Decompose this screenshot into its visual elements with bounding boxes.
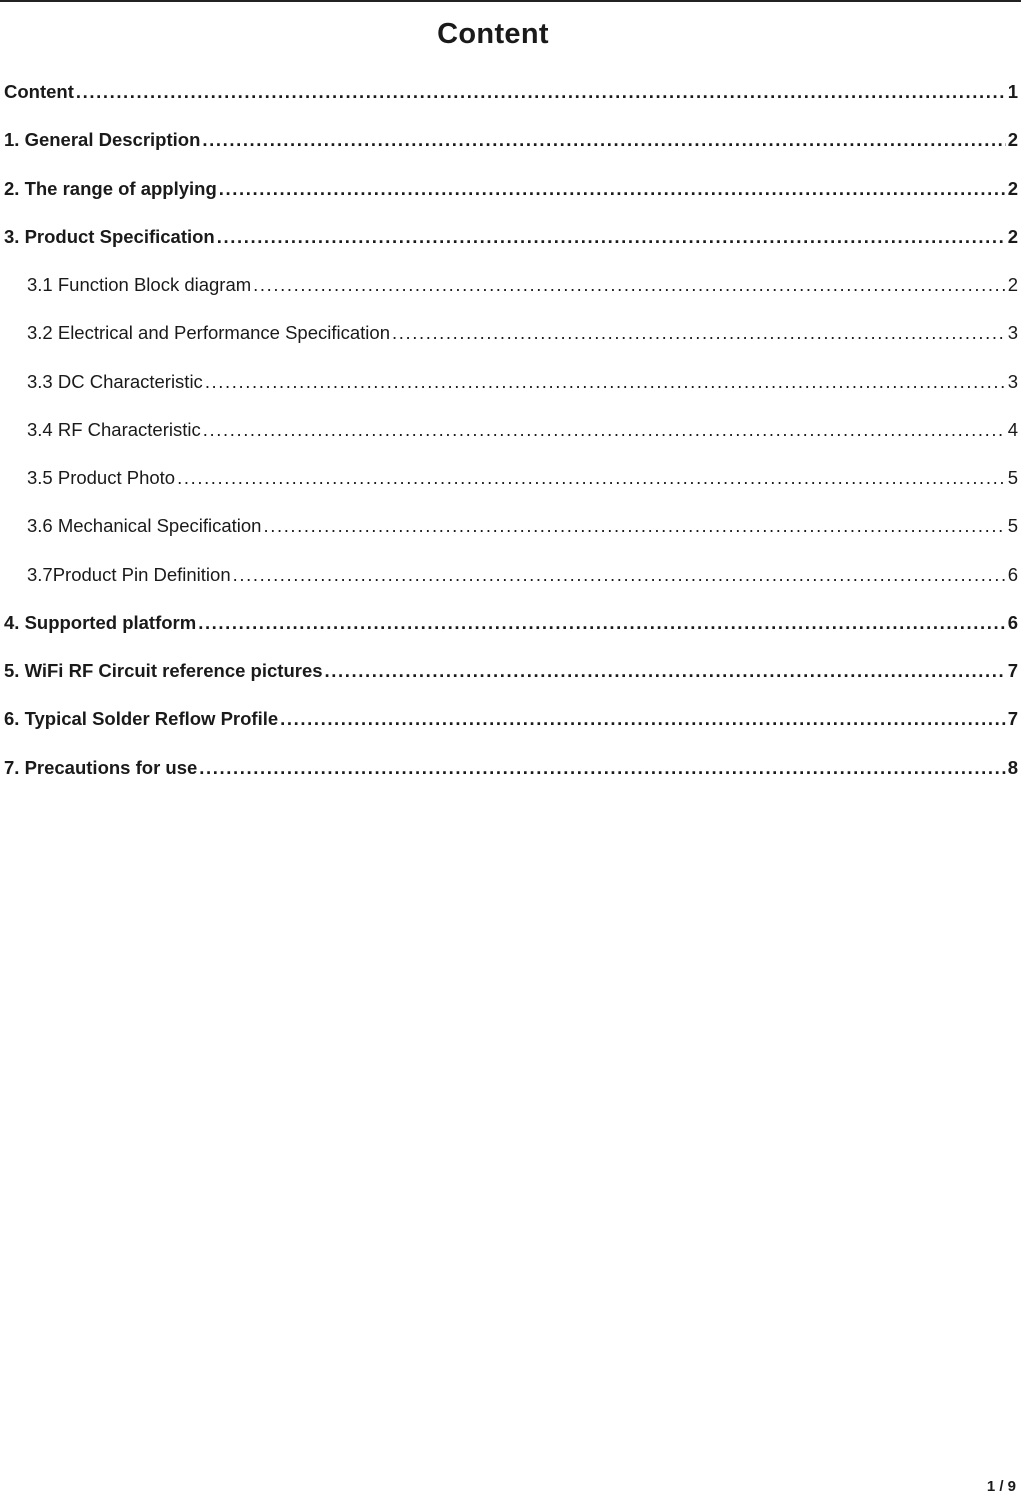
toc-entry-label: 1. General Description: [4, 129, 201, 151]
toc-leader-dots: [233, 564, 1006, 586]
toc-entry-label: 7. Precautions for use: [4, 756, 198, 778]
toc-leader-dots: [263, 515, 1005, 537]
toc-entry-page: 5: [1007, 515, 1018, 537]
toc-entry-label: 5. WiFi RF Circuit reference pictures: [4, 660, 323, 681]
toc-entry-page: 3: [1007, 370, 1018, 392]
toc-entry[interactable]: [0, 507, 1021, 555]
toc-entry-page: 2: [1007, 274, 1018, 295]
toc-entry-page: 2: [1007, 129, 1018, 151]
toc-entry-label: 3.6 Mechanical Specification: [27, 515, 262, 537]
toc-entry-label: 3.2 Electrical and Performance Specification: [27, 322, 390, 344]
toc-leader-dots: [76, 81, 1006, 103]
toc-leader-dots: [325, 660, 1006, 682]
toc-leader-dots: [177, 467, 1006, 489]
toc-entry[interactable]: [0, 314, 1021, 362]
toc-entry-label: 3.4 RF Characteristic: [27, 418, 201, 440]
toc-leader-dots: [217, 226, 1006, 248]
toc-entry-label: 3.7Product Pin Definition: [27, 563, 231, 585]
toc-entry-label: 3.1 Function Block diagram: [27, 274, 252, 295]
toc-entry[interactable]: [0, 556, 1021, 604]
toc-entry-label: 4. Supported platform: [4, 611, 197, 633]
toc-entry-page: 5: [1007, 467, 1018, 488]
toc-entry-label: 6. Typical Solder Reflow Profile: [4, 708, 279, 730]
toc-entry-page: 2: [1007, 225, 1018, 247]
toc-entry[interactable]: [0, 266, 1021, 314]
toc-entry[interactable]: [0, 604, 1021, 652]
toc-entry[interactable]: [0, 700, 1021, 748]
toc-entry[interactable]: [0, 749, 1021, 797]
toc-entry-page: 4: [1007, 418, 1018, 440]
toc-entry[interactable]: [0, 73, 1021, 121]
toc-entry[interactable]: [0, 170, 1021, 218]
toc-entry-page: 7: [1007, 660, 1018, 681]
toc-entry[interactable]: [0, 363, 1021, 411]
toc-leader-dots: [219, 178, 1006, 200]
toc-entry-page: 2: [1007, 177, 1018, 199]
toc-entry-page: 6: [1007, 563, 1018, 585]
toc-entry-page: 8: [1007, 756, 1018, 778]
toc-entry-page: 1: [1007, 81, 1018, 102]
toc-entry[interactable]: [0, 459, 1021, 507]
page-title: Content: [437, 18, 549, 50]
toc-entry[interactable]: [0, 218, 1021, 266]
toc-entry-page: 7: [1007, 708, 1018, 730]
toc-entry-label: 2. The range of applying: [4, 177, 217, 199]
toc-leader-dots: [253, 274, 1006, 296]
toc-leader-dots: [198, 612, 1006, 634]
toc-leader-dots: [392, 322, 1006, 344]
toc-leader-dots: [205, 371, 1006, 393]
toc-leader-dots: [199, 757, 1005, 779]
toc-entry[interactable]: [0, 652, 1021, 700]
toc-entry[interactable]: [0, 411, 1021, 459]
toc-entry[interactable]: [0, 121, 1021, 169]
page-number: 1 / 9: [986, 1478, 1016, 1495]
table-of-contents: [0, 73, 1021, 797]
toc-leader-dots: [202, 129, 1005, 151]
toc-entry-page: 3: [1007, 322, 1018, 344]
toc-leader-dots: [280, 708, 1006, 730]
toc-entry-label: 3. Product Specification: [4, 225, 215, 247]
toc-entry-label: 3.5 Product Photo: [27, 467, 176, 488]
toc-leader-dots: [203, 419, 1006, 441]
toc-entry-label: 3.3 DC Characteristic: [27, 370, 203, 392]
top-rule: [0, 0, 1021, 2]
toc-entry-page: 6: [1007, 611, 1018, 633]
toc-entry-label: Content: [4, 81, 74, 102]
